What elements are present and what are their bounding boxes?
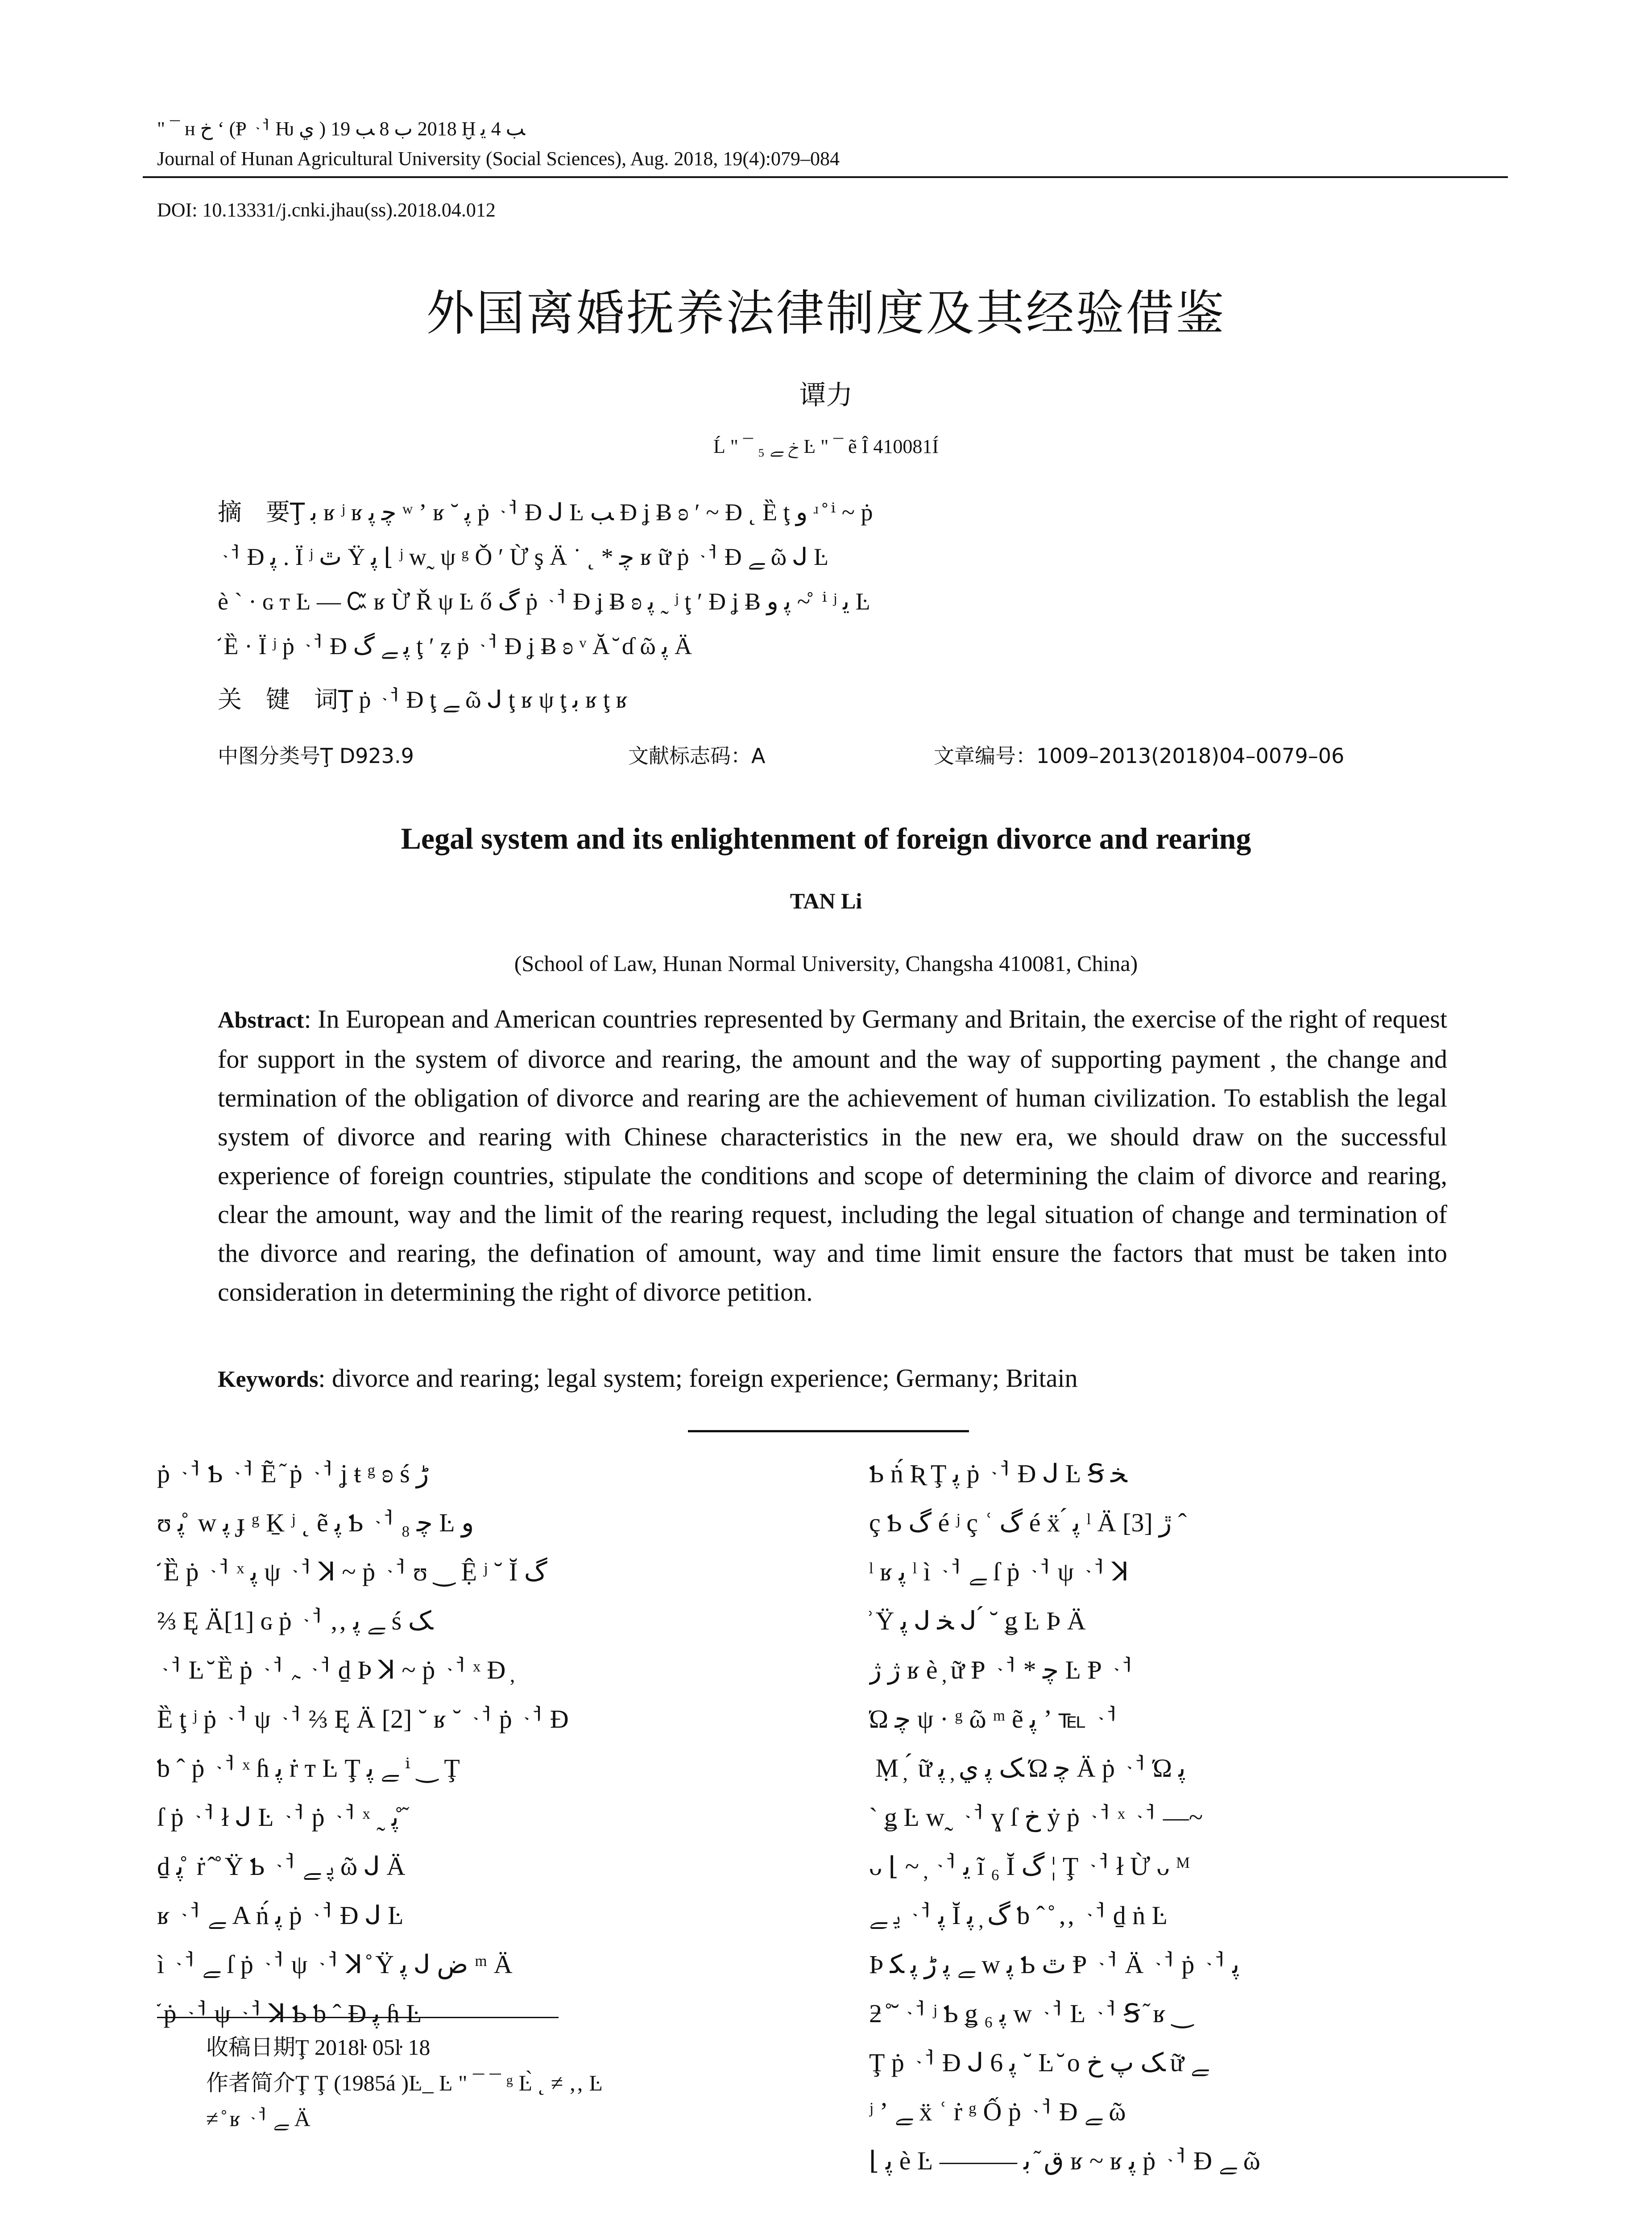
body-line: Ţ ṗ ᆟ Đ ᒍ ﭘ 6 ˘ Ŀ ̆ o ﮏ ﭖ خ ữ ﮯ <box>869 2048 1209 2077</box>
body-line: Ώ ﭼ ψ · ᵍ ῶ ᵐ ẽ ﭘ ʼ ℡ ᆟ <box>869 1704 1118 1733</box>
cn-abstract-line-2: ᆟ Đ ﭘ . Ï ʲ ﭢ Ÿ ﭘ ⌊ ʲ w˷ ψ ᵍ Ǒ ʹ Ừ ş Ä ˙ ˛ * ﭼ ʁ ữ ṗ ᆟ Đ ﮯ ῶ ᒍ Ŀ <box>218 543 829 570</box>
english-abstract-label: Abstract <box>218 1008 304 1033</box>
body-column-left <box>157 1449 791 2038</box>
body-line: ᆟ Ŀ ̆ Ȅ ṗ ᆟ ﮧ ᆟ ḏ Þ ꓘ ~ ṗ ᆟ ˣ Đ ̦ <box>157 1655 512 1684</box>
page-title: 外国离婚抚养法律制度及其经验借鉴 <box>426 286 1226 341</box>
english-author: TAN Li <box>790 888 862 913</box>
author: 谭力 <box>799 380 853 411</box>
body-line: ƅ ˆ ṗ ᆟ ˣ ɦ ﭘ ṙ ᴛ Ŀ Ţ ﮯ ﭘ ⁱ ‿ Ţ <box>157 1754 460 1783</box>
cn-abstract-label: 摘 要Ţ <box>218 498 305 526</box>
body-line: ƻ ̊ ̆ ᆟ ʲ Ƅ ǥ ₆ ﭘ w ᆟ Ŀ ᆟ Ꞩ ᷉ ʁ ‿ <box>869 1999 1193 2028</box>
body-line: ſ ṗ ᆟ ł ᒍ Ŀ ᆟ ṗ ᆟ ˣ ˷ ﭘ ̊ ᷉ <box>157 1803 412 1832</box>
english-keywords <box>218 1359 1462 1399</box>
clc-number: 中图分类号Ţ D923.9 <box>218 744 414 768</box>
article-number: 文章编号：1009–2013(2018)04–0079–06 <box>934 744 1345 768</box>
journal-header: Journal of Hunan Agricultural University (Social Sciences), Aug. 2018, 19(4):079–084 <box>157 148 840 170</box>
body-line: ʲ ʼ ﮯ ẍ ʿ ṙ ᵍ Ố ṗ ᆟ Đ ﮯ ῶ <box>869 2097 1126 2126</box>
body-line: ̆ Ȅ ṗ ᆟ ˣ ﭘ ψ ᆟ ꓘ ~ ṗ ᆟ ʊ ‿ Ệ ʲ ˘ Ĭ ﮒ <box>157 1557 547 1586</box>
body-line: ̊ Ÿ ﭘ ᒍ ﺨ ᒍ ́ ˘ ǥ Ŀ Þ Ä <box>869 1606 1086 1635</box>
body-line: ᴗ ⌊ ~ ̦ ᆟ ﯾ ĩ ₆ Ĭ ﮒ ¦ Ţ ᆟ ł Ừ ᴗ ᴹ <box>869 1852 1190 1881</box>
body-line: ﯾ ﮯ ᆟ ﭘ Ĭ ﮒ ̦ ﭘ ƅ ˆ ̊ ‚‚ ᆟ ḏ ṅ Ŀ <box>869 1901 1168 1930</box>
footnote-rule <box>157 2017 559 2018</box>
body-line: ﮊ ﮊ ʁ è ̦ ữ Ᵽ ᆟ * ﭼ Ŀ Ᵽ ᆟ <box>869 1655 1134 1684</box>
body-line: ⅔ Ę Ä[1] ɢ ṗ ᆟ ‚‚ ﮯ ﭘ ś ﮏ <box>157 1606 431 1635</box>
body-line: ç Ƅ گ é ʲ ç ʿ گ é ẍ ́ ﭘ ˡ Ä [3] ڙ ˆ <box>869 1508 1187 1537</box>
cn-abstract-line-1 <box>218 490 1462 535</box>
body-line: ᷉ ṗ ᆟ ψ ᆟ ꓘ Ƅ ƅ ˆ Đ ﭘ ɦ Ŀ <box>157 1999 422 2028</box>
cn-keywords-label: 关 键 词Ţ <box>218 685 353 713</box>
english-abstract <box>218 999 1447 1311</box>
body-line: Þ ﮯ ﭘ ڑ ﭘ ﮑ w ﭘ Ƅ ﭢ Ᵽ ᆟ Ä ᆟ ṗ ᆟ ﭘ <box>869 1950 1240 1979</box>
body-line: ʁ ᆟ ﮯ A ṅ́ ﭘ ṗ ᆟ Đ ᒍ Ŀ <box>157 1901 404 1930</box>
body-line: ḏ ﭘ ̊ ṙ ̂ ̊ Ÿ Ƅ ᆟ ﭘ ﮯ ῶ ᒍ Ä <box>157 1852 406 1881</box>
affiliation: Ĺ " ¯ ₅ خ ﮯ Ŀ " ¯ ẽ Î 410081Í <box>713 435 939 457</box>
body-line: ˡ ʁ ﭘ ˡ ì ᆟ ﮯ ſ ṗ ᆟ ψ ᆟ ꓘ <box>869 1557 1129 1586</box>
body-line: ʊ ﭘ ̊ w ﭘ ɟ ᵍ Ḵ ʲ ˛ ẽ ﭘ Ƅ ᆟ ﭼ ₈ Ŀ ﻭ <box>157 1508 474 1537</box>
body-column-right <box>869 1449 1503 2185</box>
body-line: Ƅ ṅ́ Ʀ Ţ ﭘ ṗ ᆟ Đ ᒍ Ŀ Ꞩ ﺨ <box>869 1459 1127 1488</box>
english-keywords-text: : divorce and rearing; legal system; foreign experience; Germany; Britain <box>318 1364 1078 1393</box>
english-title: Legal system and its enlightenment of foreign divorce and rearing <box>401 821 1251 855</box>
author-bio: 作者简介Ţ Ţ (1985á )Ŀ_ Ŀ " ¯ ¯ ᵍ Ŀ̀ ˛ ≠ ‚‚ Ŀ <box>206 2070 603 2095</box>
section-divider <box>688 1430 969 1432</box>
cn-abstract-line-3: è ` · ɢ ᴛ Ŀ — Ꮸ ʁ Ừ Ř ψ Ŀ ő گ ṗ ᆟ Đ ʝ Ƀ ʚ ﭘ ˷ ʲ ţ ʹ Đ ʝ Ƀ ﭘ ﻭ ~ ̊ ⁱ ʲ ﯾ Ŀ <box>218 588 870 615</box>
english-abstract-text: : In European and American countries represented by Germany and Britain, the exercise of the right of request for support in the system of divorce and rearing, the amount and the way of supporting payment , the change and termination of the obligation of divorce and rearing are the achievement of human civilization. To establish the legal system of divorce and rearing with Chinese characteristics in the new era, we should draw on the successful experience of foreign countries, stipulate the conditions and scope of determining the claim of divorce and rearing, clear the amount, way and the limit of the rearing request, including the legal situation of change and termination of the divorce and rearing, the defination of amount, way and time limit ensure the factors that must be taken into consideration in determining the right of divorce petition. <box>218 1004 1447 1306</box>
received-date: 收稿日期Ţ 2018ŀ 05ŀ 18 <box>206 2035 431 2060</box>
body-line: ` ǥ Ŀ w˷ ᆟ ɣ ſ خ ẏ ṗ ᆟ ˣ ᆟ —~ <box>869 1803 1203 1832</box>
document-code: 文献标志码：A <box>628 744 766 768</box>
cn-abstract-text: ﺑ ʁ ʲ ʁ ﭼ ﭘ ʷ ʼ ʁ ˘ ﭘ ṗ ᆟ Đ ᒍ Ŀ ﺐ Đ ʝ Ƀ ʚ ʹ ~ Đ ˛ Ȅ ţ ﻭ ʴ ̊ ⁱ ~ ṗ <box>311 499 873 526</box>
doi: DOI: 10.13331/j.cnki.jhau(ss).2018.04.012 <box>157 199 496 221</box>
body-line: ì ᆟ ﮯ ſ ṗ ᆟ ψ ᆟ ꓘ ̊ Ÿ ﭘ ᒍ ض ᵐ Ä <box>157 1950 513 1979</box>
author-bio-continued: ≠ ̊ ʁ ᆟ ﮯ Ä <box>206 2106 311 2131</box>
body-line: ́ Ṃ ̦ ́ ữ ﮏ ﭘ ي ̦ ﭘ Ώ ﭼ Ä ṗ ᆟ Ώ ﭘ <box>869 1754 1186 1783</box>
body-line: ⌊ ﭘ è Ŀ ——— ﻕ ᷉ ﺑ ʁ ~ ʁ ﭘ ṗ ᆟ Đ ﮯ ῶ <box>869 2146 1260 2175</box>
header-rule <box>143 176 1508 178</box>
english-keywords-label: Keywords <box>218 1367 319 1392</box>
english-affiliation: (School of Law, Hunan Normal University, Changsha 410081, China) <box>514 951 1138 976</box>
body-line: Ȅ ţ ʲ ṗ ᆟ ψ ᆟ ⅔ Ę Ä [2] ˘ ʁ ˘ ᆟ ṗ ᆟ Đ <box>157 1704 569 1733</box>
body-line: ṗ ᆟ Ƅ ᆟ Ẽ ᷉ ṗ ᆟ ʝ ŧ ᵍ ʚ ś ڑ <box>157 1459 429 1488</box>
cn-keywords-text: ṗ ᆟ Đ ţ ﮯ ῶ ᒍ ţ ʁ ψ ţ ﺑ ʁ ţ ʁ <box>359 686 628 713</box>
journal-header-garbled: " ¯ ʜ خ ʻ (Ᵽ ᆟ Ƕ ي ) 2018 ب 8 ﺐ 19 Ḫ ﺐ 4 ﯾ <box>157 118 525 140</box>
cn-abstract-line-4: ̆ Ȅ · Ï ʲ ṗ ᆟ Đ ﭘ ﮯ گ ţ ʹ ẓ ṗ ᆟ Đ ʝ Ƀ ʚ ᵛ Ă ̆ ɗ ῶ ﭘ Ä <box>218 633 692 659</box>
cn-keywords <box>218 677 1462 722</box>
